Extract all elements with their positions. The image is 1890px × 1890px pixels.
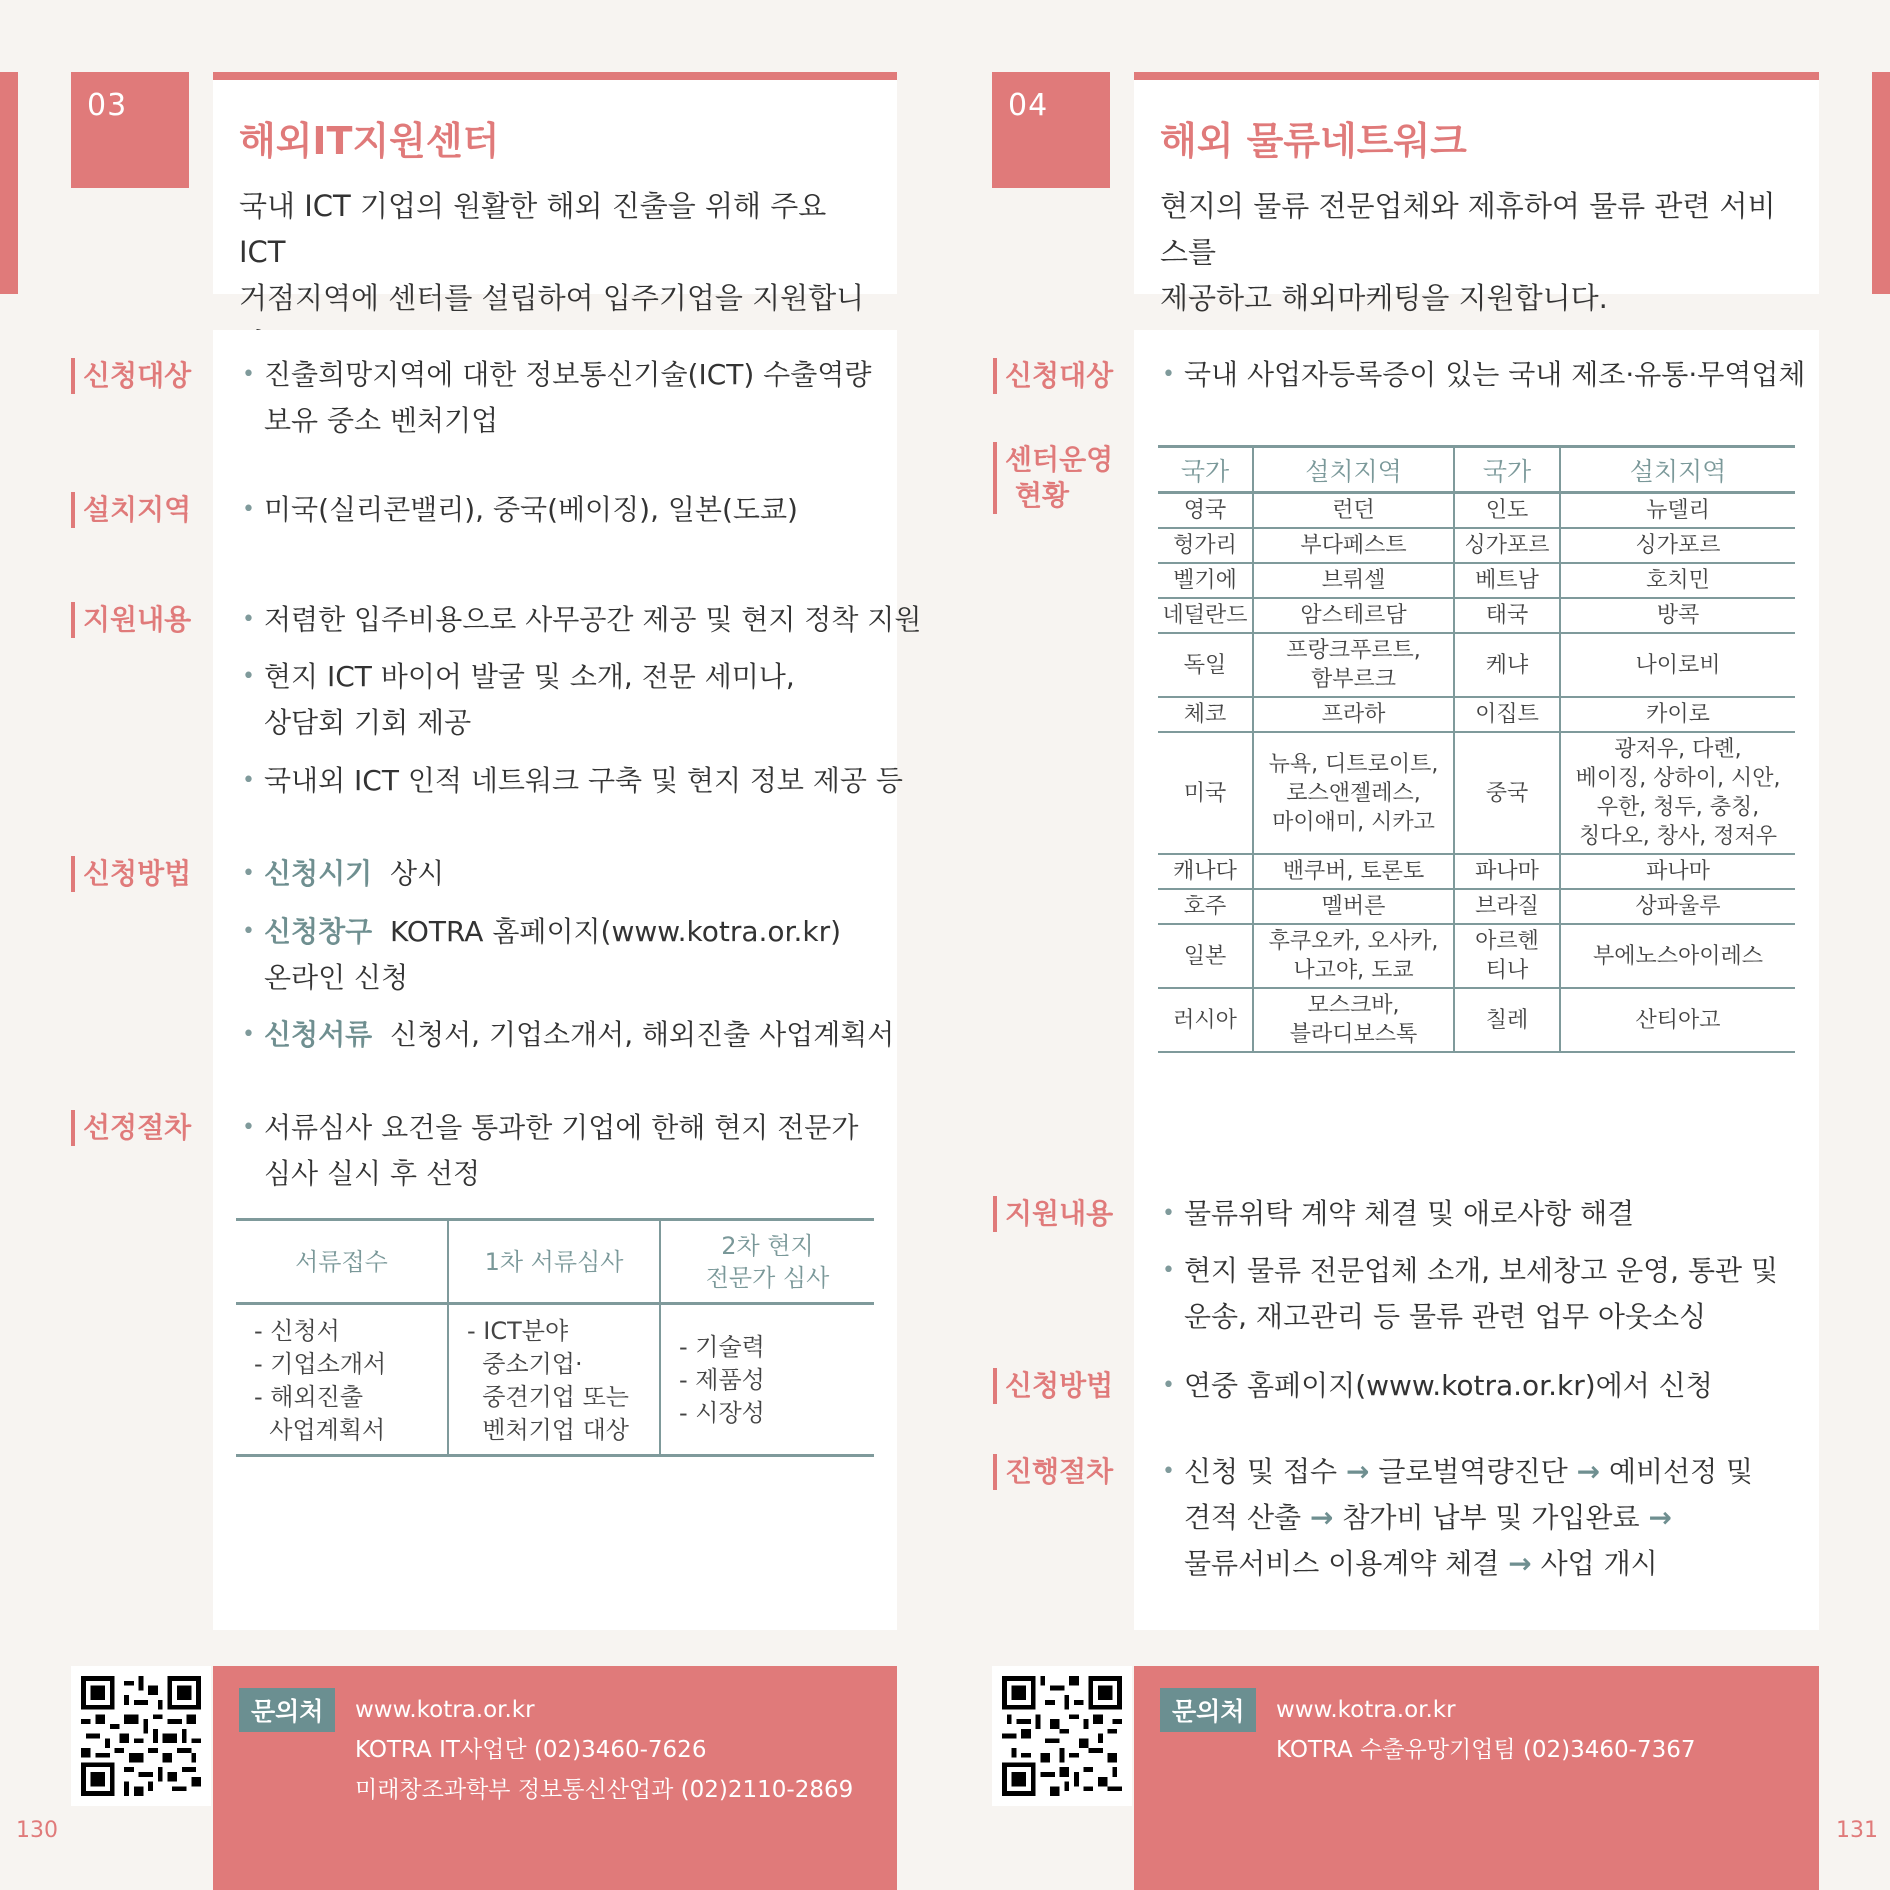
region-cell: 부다페스트	[1253, 528, 1454, 563]
country-cell: 파나마	[1454, 854, 1560, 889]
contact-info-left: www.kotra.or.kr KOTRA IT사업단 (02)3460-7626 미래창조과학부 정보통신산업과 (02)2110-2869	[355, 1690, 853, 1810]
country-cell: 캐나다	[1158, 854, 1253, 889]
region-cell: 상파울루	[1560, 889, 1795, 924]
arrow-icon: →	[1648, 1501, 1672, 1534]
region-cell: 멜버른	[1253, 889, 1454, 924]
table-row	[1158, 889, 1795, 924]
region-cell: 런던	[1253, 493, 1454, 529]
contact-website-link[interactable]: www.kotra.or.kr	[355, 1697, 535, 1723]
arrow-icon: →	[1508, 1547, 1532, 1580]
table-row	[1158, 924, 1795, 988]
country-header-2: 국가	[1454, 447, 1560, 493]
region-cell: 싱가포르	[1560, 528, 1795, 563]
country-cell: 이집트	[1454, 697, 1560, 732]
region-cell: 파나마	[1560, 854, 1795, 889]
target-item-right: • 국내 사업자등록증이 있는 국내 제조·유통·무역업체	[1160, 352, 1805, 398]
arrow-icon: →	[1345, 1455, 1370, 1488]
country-cell: 체코	[1158, 697, 1253, 732]
country-cell: 칠레	[1454, 988, 1560, 1052]
support-item-2: • 현지 ICT 바이어 발굴 및 소개, 전문 세미나, 상담회 기회 제공	[240, 654, 795, 746]
center-status-table	[1158, 445, 1795, 1053]
region-header-2: 설치지역	[1560, 447, 1795, 493]
country-cell: 일본	[1158, 924, 1253, 988]
table-row	[1158, 854, 1795, 889]
right-section-description: 현지의 물류 전문업체와 제휴하여 물류 관련 서비스를 제공하고 해외마케팅을 지원합니다.	[1160, 189, 1776, 315]
right-edge-bar	[1872, 72, 1890, 294]
table-row	[1158, 988, 1795, 1052]
support-item-3: • 국내외 ICT 인적 네트워크 구축 및 현지 정보 제공 등	[240, 758, 903, 804]
region-header-1: 설치지역	[1253, 447, 1454, 493]
label-center-status: 센터운영 현황	[993, 442, 1113, 514]
label-method-right: 신청방법	[993, 1368, 1113, 1404]
method-item-documents: • 신청서류 신청서, 기업소개서, 해외진출 사업계획서	[240, 1012, 894, 1058]
region-cell: 뉴욕, 디트로이트, 로스앤젤레스, 마이애미, 시카고	[1253, 732, 1454, 854]
support-item-right-1: • 물류위탁 계약 체결 및 애로사항 해결	[1160, 1191, 1634, 1237]
country-header-1: 국가	[1158, 447, 1253, 493]
section-number-04: 04	[992, 72, 1110, 188]
country-cell: 미국	[1158, 732, 1253, 854]
process-cell-2: - ICT분야 중소기업· 중견기업 또는 벤처기업 대상	[448, 1304, 660, 1456]
region-cell: 브뤼셀	[1253, 563, 1454, 598]
page-number-left: 130	[16, 1818, 58, 1843]
support-item-1: • 저렴한 입주비용으로 사무공간 제공 및 현지 정착 지원	[240, 597, 921, 643]
table-row	[1158, 633, 1795, 697]
table-row	[1158, 697, 1795, 732]
left-edge-bar	[0, 72, 18, 294]
method-item-timing: • 신청시기 상시	[240, 851, 444, 897]
method-item-channel: • 신청창구 KOTRA 홈페이지(www.kotra.or.kr) 온라인 신청	[240, 909, 841, 1001]
label-target-right: 신청대상	[993, 358, 1113, 394]
country-cell: 영국	[1158, 493, 1253, 529]
contact-label-right: 문의처	[1160, 1688, 1256, 1732]
region-cell: 호치민	[1560, 563, 1795, 598]
country-cell: 싱가포르	[1454, 528, 1560, 563]
right-section-title: 해외 물류네트워크	[1160, 119, 1467, 163]
country-cell: 호주	[1158, 889, 1253, 924]
label-selection: 선정절차	[71, 1110, 191, 1146]
selection-process-table	[236, 1218, 874, 1457]
section-number-03: 03	[71, 72, 189, 188]
country-cell: 독일	[1158, 633, 1253, 697]
country-cell: 러시아	[1158, 988, 1253, 1052]
country-cell: 아르헨 티나	[1454, 924, 1560, 988]
page-number-right: 131	[1836, 1818, 1878, 1843]
region-item: • 미국(실리콘밸리), 중국(베이징), 일본(도쿄)	[240, 487, 798, 533]
region-cell: 암스테르담	[1253, 598, 1454, 633]
country-cell: 베트남	[1454, 563, 1560, 598]
process-cell-3: - 기술력 - 제품성 - 시장성	[660, 1304, 874, 1456]
target-item: • 진출희망지역에 대한 정보통신기술(ICT) 수출역량 보유 중소 벤처기업	[240, 352, 871, 444]
process-header-2: 1차 서류심사	[448, 1220, 660, 1304]
center-status-rows	[1158, 493, 1795, 1053]
region-cell: 프랑크푸르트, 함부르크	[1253, 633, 1454, 697]
procedure-item: • 신청 및 접수 → 글로벌역량진단 → 예비선정 및 견적 산출 → 참가비 납부 및 가입완료 → 물류서비스 이용계약 체결 → 사업 개시	[1160, 1449, 1753, 1587]
label-target: 신청대상	[71, 358, 191, 394]
process-header-3: 2차 현지 전문가 심사	[660, 1220, 874, 1304]
region-cell: 방콕	[1560, 598, 1795, 633]
qr-code-left[interactable]	[71, 1666, 211, 1806]
arrow-icon: →	[1310, 1501, 1334, 1534]
region-cell: 후쿠오카, 오사카, 나고야, 도쿄	[1253, 924, 1454, 988]
region-cell: 산티아고	[1560, 988, 1795, 1052]
method-item-right: • 연중 홈페이지(www.kotra.or.kr)에서 신청	[1160, 1363, 1713, 1409]
region-cell: 뉴델리	[1560, 493, 1795, 529]
country-cell: 인도	[1454, 493, 1560, 529]
contact-label-left: 문의처	[239, 1688, 335, 1732]
region-cell: 부에노스아이레스	[1560, 924, 1795, 988]
region-cell: 카이로	[1560, 697, 1795, 732]
country-cell: 브라질	[1454, 889, 1560, 924]
label-support: 지원내용	[71, 602, 191, 638]
label-region: 설치지역	[71, 492, 191, 528]
region-cell: 나이로비	[1560, 633, 1795, 697]
process-header-1: 서류접수	[236, 1220, 448, 1304]
contact-info-right: www.kotra.or.kr KOTRA 수출유망기업팀 (02)3460-7367	[1276, 1690, 1696, 1770]
selection-item: • 서류심사 요건을 통과한 기업에 한해 현지 전문가 심사 실시 후 선정	[240, 1105, 858, 1197]
table-row	[1158, 598, 1795, 633]
left-section-description: 국내 ICT 기업의 원활한 해외 진출을 위해 주요 ICT 거점지역에 센터를 설립하여 입주기업을 지원합니	[239, 189, 865, 315]
region-cell: 밴쿠버, 토론토	[1253, 854, 1454, 889]
right-contact-box	[1134, 1666, 1819, 1890]
country-cell: 벨기에	[1158, 563, 1253, 598]
table-row	[1158, 493, 1795, 529]
region-cell: 프라하	[1253, 697, 1454, 732]
qr-code-right[interactable]	[992, 1666, 1132, 1806]
label-procedure: 진행절차	[993, 1454, 1113, 1490]
country-cell: 헝가리	[1158, 528, 1253, 563]
table-row	[1158, 563, 1795, 598]
country-cell: 네덜란드	[1158, 598, 1253, 633]
support-item-right-2: • 현지 물류 전문업체 소개, 보세창고 운영, 통관 및 운송, 재고관리 등 물류 관련 업무 아웃소싱	[1160, 1248, 1778, 1340]
process-cell-1: - 신청서 - 기업소개서 - 해외진출 사업계획서	[236, 1304, 448, 1456]
label-method: 신청방법	[71, 856, 191, 892]
left-section-title: 해외IT지원센터	[239, 119, 500, 163]
country-cell: 케냐	[1454, 633, 1560, 697]
country-cell: 중국	[1454, 732, 1560, 854]
region-cell: 모스크바, 블라디보스톡	[1253, 988, 1454, 1052]
contact-website-link[interactable]: www.kotra.or.kr	[1276, 1697, 1456, 1723]
left-contact-box	[213, 1666, 897, 1890]
table-row	[1158, 732, 1795, 854]
country-cell: 태국	[1454, 598, 1560, 633]
right-header-box	[1134, 72, 1819, 315]
left-header-box	[213, 72, 897, 315]
label-support-right: 지원내용	[993, 1196, 1113, 1232]
region-cell: 광저우, 다롄, 베이징, 상하이, 시안, 우한, 청두, 충칭, 칭다오, 창사, 정저우	[1560, 732, 1795, 854]
table-row	[1158, 528, 1795, 563]
arrow-icon: →	[1576, 1455, 1601, 1488]
